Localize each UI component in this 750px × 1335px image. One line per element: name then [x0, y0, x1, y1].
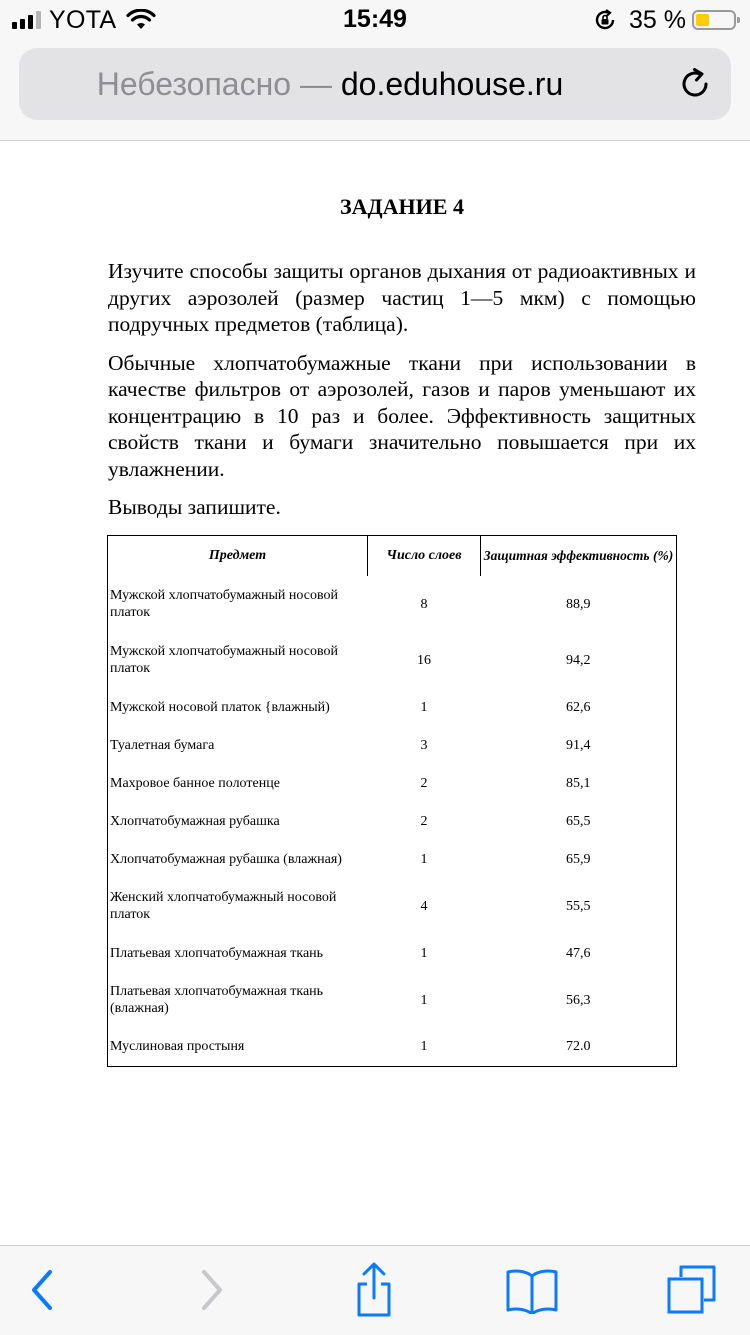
- cell-efficiency: 62,6: [566, 699, 591, 715]
- share-icon: [352, 1262, 396, 1318]
- table-row: [108, 934, 677, 972]
- cell-efficiency: 47,6: [566, 945, 591, 961]
- cell-efficiency: 94,2: [566, 652, 591, 668]
- browser-toolbar: [0, 1245, 750, 1335]
- cell-item: Женский хлопчатобумажный носовой платок: [110, 890, 337, 922]
- cell-layers: 8: [420, 596, 428, 612]
- bookmarks-button[interactable]: [502, 1260, 562, 1320]
- url-text[interactable]: [19, 66, 641, 103]
- cell-efficiency: 56,3: [566, 992, 591, 1008]
- table-body: [108, 576, 677, 1066]
- table-row: [108, 972, 677, 1028]
- cell-item: Хлопчатобумажная рубашка (влажная): [110, 851, 342, 867]
- cell-item: Махровое банное полотенце: [110, 775, 280, 791]
- table-row: [108, 1028, 677, 1066]
- browser-address-bar: [0, 40, 750, 141]
- table-row: [108, 802, 677, 840]
- cell-item: Мужской хлопчатобумажный носовой платок: [110, 588, 338, 620]
- share-button[interactable]: [344, 1260, 404, 1320]
- cell-efficiency: 85,1: [566, 775, 591, 791]
- table-row: [108, 878, 677, 934]
- url-field[interactable]: [19, 48, 731, 120]
- cell-efficiency: 65,5: [566, 813, 591, 829]
- forward-button[interactable]: [181, 1260, 241, 1320]
- cell-efficiency: 72.0: [481, 1028, 677, 1066]
- table-row: [108, 726, 677, 764]
- cell-layers: 16: [417, 652, 431, 668]
- rotation-lock-icon: [593, 8, 617, 32]
- cell-layers: 2: [420, 775, 428, 791]
- cell-layers: 4: [420, 898, 428, 914]
- cell-efficiency: 88,9: [566, 596, 591, 612]
- tabs-button[interactable]: [661, 1260, 721, 1320]
- cell-efficiency: 55,5: [566, 898, 591, 914]
- paragraph-conclusion: Выводы запишите.: [108, 495, 281, 519]
- cell-item: Мужской носовой платок {влажный): [110, 699, 330, 715]
- table-row: [108, 688, 677, 726]
- cell-item: Муслиновая простыня: [108, 1028, 368, 1066]
- cell-efficiency: 65,9: [566, 851, 591, 867]
- bookmarks-icon: [504, 1266, 560, 1314]
- tabs-icon: [664, 1263, 718, 1317]
- table-row: [108, 632, 677, 688]
- carrier-name: YOTA: [49, 5, 117, 34]
- status-right: [593, 6, 736, 34]
- clock: 15:49: [343, 5, 407, 33]
- table-row: [108, 764, 677, 802]
- cell-efficiency: 91,4: [566, 737, 591, 753]
- battery-percent: 35 %: [629, 5, 686, 34]
- cell-item: Платьевая хлопчатобумажная ткань: [110, 945, 324, 961]
- battery-level: [696, 14, 709, 26]
- cell-item: Мужской хлопчатобумажный носовой платок: [110, 644, 338, 676]
- table-row: [108, 840, 677, 878]
- cell-item: Хлопчатобумажная рубашка: [110, 813, 280, 829]
- cell-layers: 1: [420, 699, 428, 715]
- cell-item: Туалетная бумага: [110, 737, 215, 753]
- header-layers: Число слоев: [368, 536, 481, 577]
- header-efficiency: Защитная эффективность (%): [483, 548, 674, 563]
- back-button[interactable]: [13, 1260, 73, 1320]
- battery-tip: [737, 17, 740, 23]
- cell-layers: 1: [420, 851, 428, 867]
- cell-layers: 3: [420, 737, 428, 753]
- url-domain: do.eduhouse.ru: [340, 66, 564, 102]
- table-row: [108, 576, 677, 632]
- paragraph-1: Изучите способы защиты органов дыхания от радиоактивных и других аэрозолей (размер частиц 1—5 мкм) с помощью подручных предметов (таблица).: [108, 259, 696, 336]
- protection-table: [107, 535, 677, 1067]
- cell-item: Платьевая хлопчатобумажная ткань (влажная): [110, 984, 324, 1016]
- cell-layers: 1: [420, 945, 428, 961]
- table-header-row: [108, 536, 677, 577]
- header-item: Предмет: [108, 536, 368, 577]
- document-title: ЗАДАНИЕ 4: [340, 194, 464, 219]
- forward-icon: [196, 1268, 226, 1312]
- security-warning-label: Небезопасно —: [96, 66, 332, 102]
- battery-icon: [692, 10, 736, 30]
- back-icon: [28, 1268, 58, 1312]
- cell-layers: 2: [420, 813, 428, 829]
- cell-layers: 1: [368, 1028, 481, 1066]
- cell-layers: 1: [420, 992, 428, 1008]
- status-bar: [0, 0, 750, 40]
- document-content: [108, 190, 696, 533]
- paragraph-2: Обычные хлопчатобумажные ткани при использовании в качестве фильтров от аэрозолей, газов и паров уменьшают их концентрацию в 10 раз и более. Эффективность защитных свойств ткани и бумаги значительно повышается при их увлажнении.: [108, 350, 696, 481]
- reload-icon[interactable]: [677, 66, 713, 102]
